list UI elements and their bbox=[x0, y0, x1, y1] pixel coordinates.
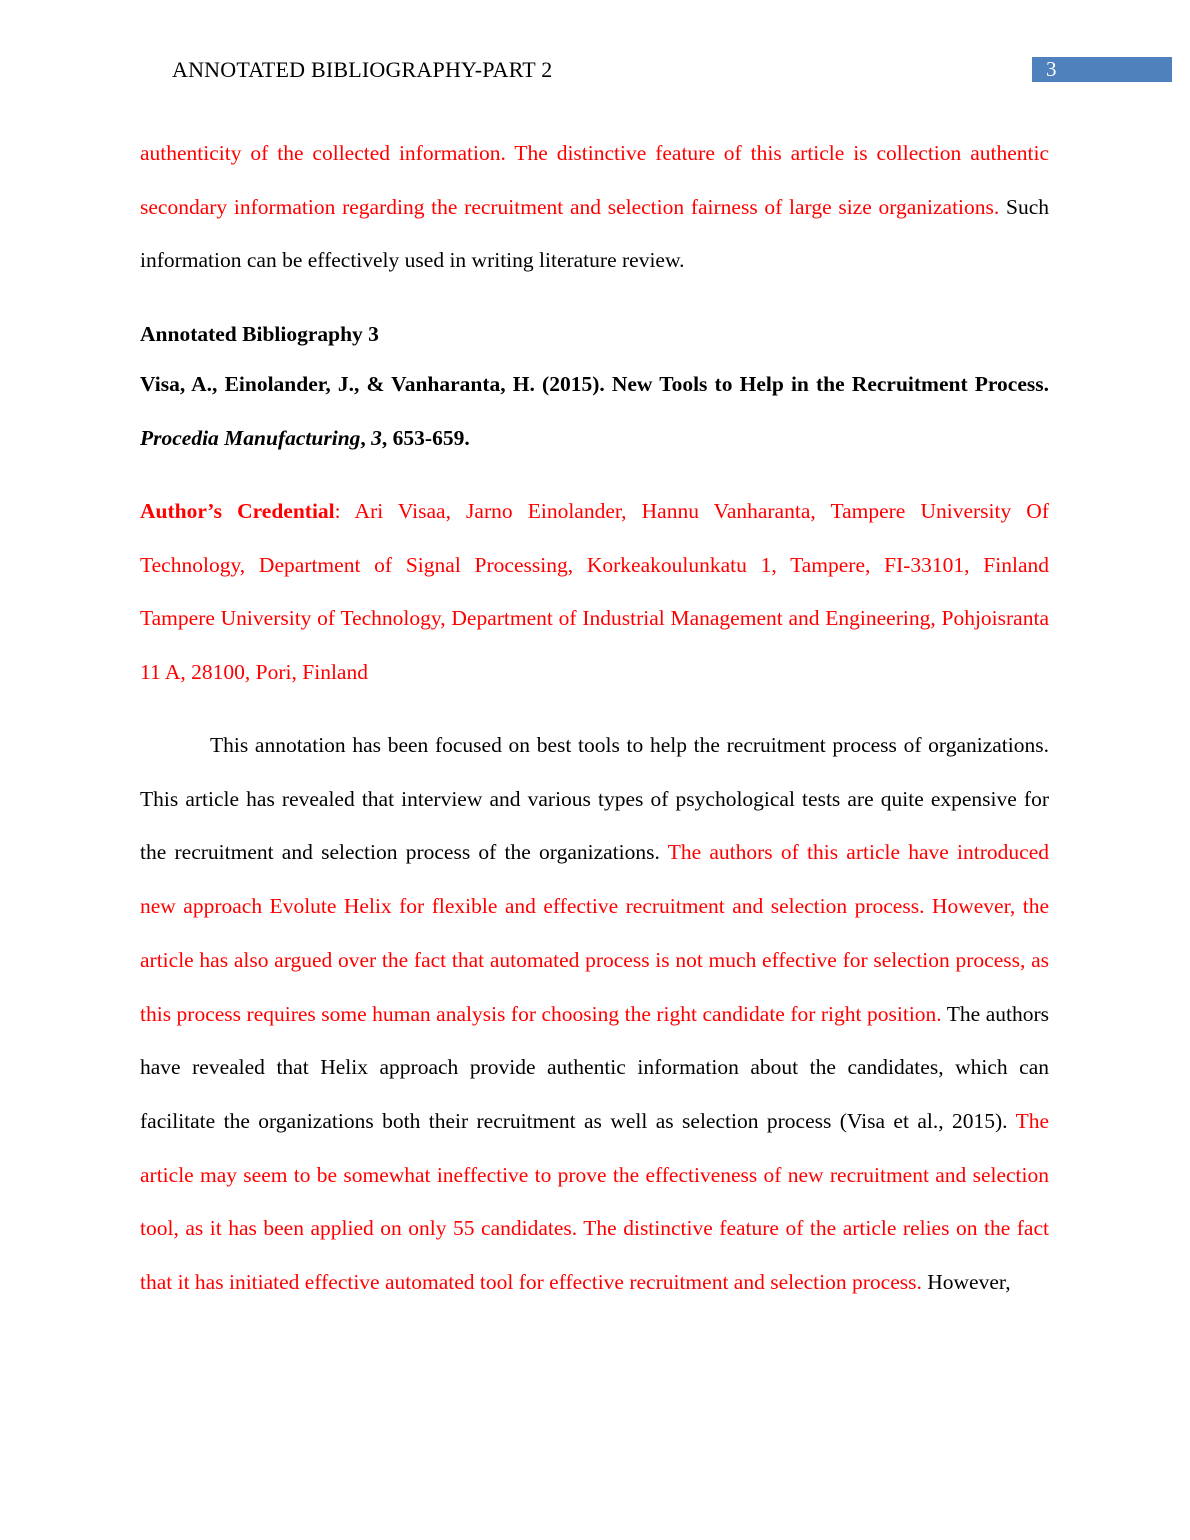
citation-separator: , bbox=[360, 425, 372, 450]
citation-pages: , 653-659. bbox=[381, 425, 470, 450]
annotation-sentence-1: This annotation has been focused on best tools to help the recruitment process of organizations. This article has revealed that interview and various types of psychological tests are quite expensive for the recruitment and selection process of the organizations. bbox=[140, 733, 1049, 865]
annotation-sentence-4: The article may seem to be somewhat ineffective to prove the effectiveness of new recruitment and selection tool, as it has been applied on only 55 candidates. The distinctive feature of the article relies on the fact that it has initiated effective automated tool for effective recruitment and selection process. bbox=[140, 1108, 1049, 1295]
citation-authors-title: Visa, A., Einolander, J., & Vanharanta, H. (2015). New Tools to Help in the Recruitment Process. bbox=[140, 372, 1049, 396]
author-credential bbox=[140, 485, 1049, 700]
paragraph-black-text: Such information can be effectively used in writing literature review. bbox=[140, 194, 1049, 273]
page-number-box bbox=[1032, 57, 1172, 82]
section-heading: Annotated Bibliography 3 bbox=[140, 322, 379, 346]
annotation-sentence-2: The authors of this article have introduced new approach Evolute Helix for flexible and effective recruitment and selection process. However, the article has also argued over the fact that automated process is not much effective for selection process, as this process requires some human analysis for choosing the right candidate for right position. bbox=[140, 840, 1049, 1026]
annotation-sentence-3: The authors have revealed that Helix approach provide authentic information about the candidates, which can facilitate the organizations both their recruitment as well as selection process (Visa et al., 2015). bbox=[140, 1001, 1049, 1133]
credential-label: Author’s Credential bbox=[140, 499, 335, 523]
citation bbox=[140, 358, 1049, 465]
page-number: 3 bbox=[1046, 57, 1057, 81]
running-header-title: ANNOTATED BIBLIOGRAPHY-PART 2 bbox=[172, 57, 553, 82]
credential-text: : Ari Visaa, Jarno Einolander, Hannu Vanharanta, Tampere University Of Technology, Department of Signal Processing, Korkeakoulunkatu 1, Tampere, FI-33101, Finland Tampere University of Technology, Department of Industrial Management and Engineering, Pohjoisranta 11 A, 28100, Pori, Finland bbox=[140, 499, 1049, 685]
annotation-paragraph bbox=[140, 719, 1049, 1310]
citation-volume: 3 bbox=[371, 425, 382, 450]
paragraph-continuation bbox=[140, 127, 1049, 288]
paragraph-red-text: authenticity of the collected information. The distinctive feature of this article is collection authentic secondary information regarding the recruitment and selection fairness of large size organizations. bbox=[140, 141, 1049, 219]
citation-journal: Procedia Manufacturing bbox=[140, 425, 361, 450]
annotation-sentence-5: However, bbox=[921, 1270, 1011, 1295]
